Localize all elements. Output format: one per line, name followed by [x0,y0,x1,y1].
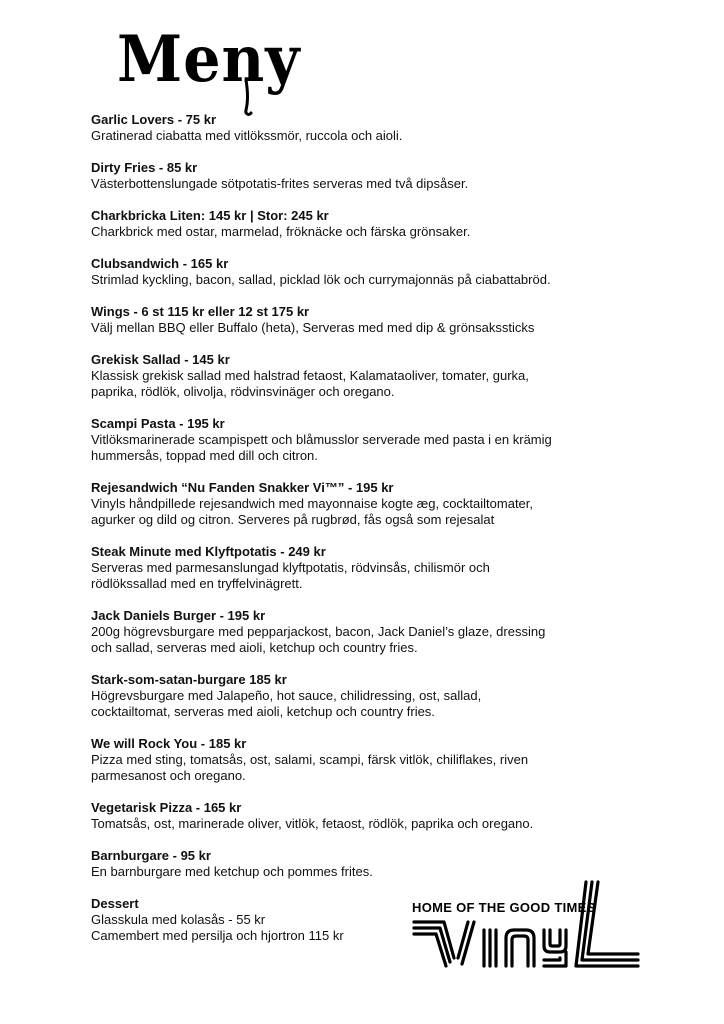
page-title: Meny [117,22,301,97]
menu-item-description: Vinyls håndpillede rejesandwich med mayonnaise kogte æg, cocktailtomater, agurker og dild og citron. Serveres på rugbrød, fås også som rejesalat [91,496,534,527]
menu-item-name: Stark-som-satan-burgare 185 kr [91,672,287,687]
menu-item-name: We will Rock You - 185 kr [91,736,247,751]
vinyl-wordmark-icon [410,878,642,978]
menu-item [91,112,561,144]
menu-item-name: Jack Daniels Burger - 195 kr [91,608,266,623]
menu-item-description: Gratinerad ciabatta med vitlökssmör, ruccola och aioli. [91,128,403,143]
menu-item-name: Vegetarisk Pizza - 165 kr [91,800,242,815]
menu-item-description: Tomatsås, ost, marinerade oliver, vitlök, fetaost, rödlök, paprika och oregano. [91,816,534,831]
menu-item [91,608,561,656]
menu-item-name: Charkbricka Liten: 145 kr | Stor: 245 kr [91,208,329,223]
menu-item [91,672,561,720]
menu-item [91,256,561,288]
dessert-heading: Dessert [91,896,139,911]
menu-item-description: Strimlad kyckling, bacon, sallad, picklad lök och currymajonnäs på ciabattabröd. [91,272,551,287]
menu-item-name: Barnburgare - 95 kr [91,848,211,863]
menu-item-name: Dirty Fries - 85 kr [91,160,198,175]
menu-item-description: Vitlöksmarinerade scampispett och blåmusslor serverade med pasta i en krämig hummersås, toppad med dill och citron. [91,432,552,463]
menu-item [91,848,561,880]
dessert-line: Camembert med persilja och hjortron 115 kr [91,928,344,943]
menu-item [91,160,561,192]
menu-item-name: Scampi Pasta - 195 kr [91,416,225,431]
menu-item-description: Pizza med sting, tomatsås, ost, salami, scampi, färsk vitlök, chiliflakes, riven parmesanost och oregano. [91,752,529,783]
dessert-line: Glasskula med kolasås - 55 kr [91,912,266,927]
menu-item [91,736,561,784]
menu-item-name: Clubsandwich - 165 kr [91,256,229,271]
logo-tagline: HOME OF THE GOOD TIMES [412,900,596,915]
menu-item [91,416,561,464]
menu-item-description: Högrevsburgare med Jalapeño, hot sauce, chilidressing, ost, sallad, cocktailtomat, serveras med aioli, ketchup och country fries. [91,688,482,719]
menu-item-name: Rejesandwich “Nu Fanden Snakker Vi™” - 195 kr [91,480,394,495]
menu-item-description: Västerbottenslungade sötpotatis-frites serveras med två dipsåser. [91,176,469,191]
menu-item-description: En barnburgare med ketchup och pommes frites. [91,864,373,879]
menu-item [91,208,561,240]
menu-item-name: Wings - 6 st 115 kr eller 12 st 175 kr [91,304,310,319]
menu-item [91,544,561,592]
menu-item-description: Välj mellan BBQ eller Buffalo (heta), Serveras med med dip & grönsakssticks [91,320,535,335]
menu-item [91,480,561,528]
menu-item-name: Garlic Lovers - 75 kr [91,112,217,127]
menu-item [91,800,561,832]
menu-item-description: 200g högrevsburgare med pepparjackost, bacon, Jack Daniel’s glaze, dressing och sallad, serveras med aioli, ketchup och country fries. [91,624,546,655]
menu-item-name: Steak Minute med Klyftpotatis - 249 kr [91,544,326,559]
menu-item-name: Grekisk Sallad - 145 kr [91,352,230,367]
menu-item [91,352,561,400]
menu-item-description: Klassisk grekisk sallad med halstrad fetaost, Kalamataoliver, tomater, gurka, paprika, rödlök, olivolja, rödvinsvinäger och oregano. [91,368,529,399]
menu-item [91,304,561,336]
menu-item-description: Serveras med parmesanslungad klyftpotatis, rödvinsås, chilismör och rödlökssallad med en tryffelvinägrett. [91,560,490,591]
menu-item-description: Charkbrick med ostar, marmelad, fröknäcke och färska grönsaker. [91,224,471,239]
vinyl-logo [410,878,642,978]
menu-list [91,112,561,960]
